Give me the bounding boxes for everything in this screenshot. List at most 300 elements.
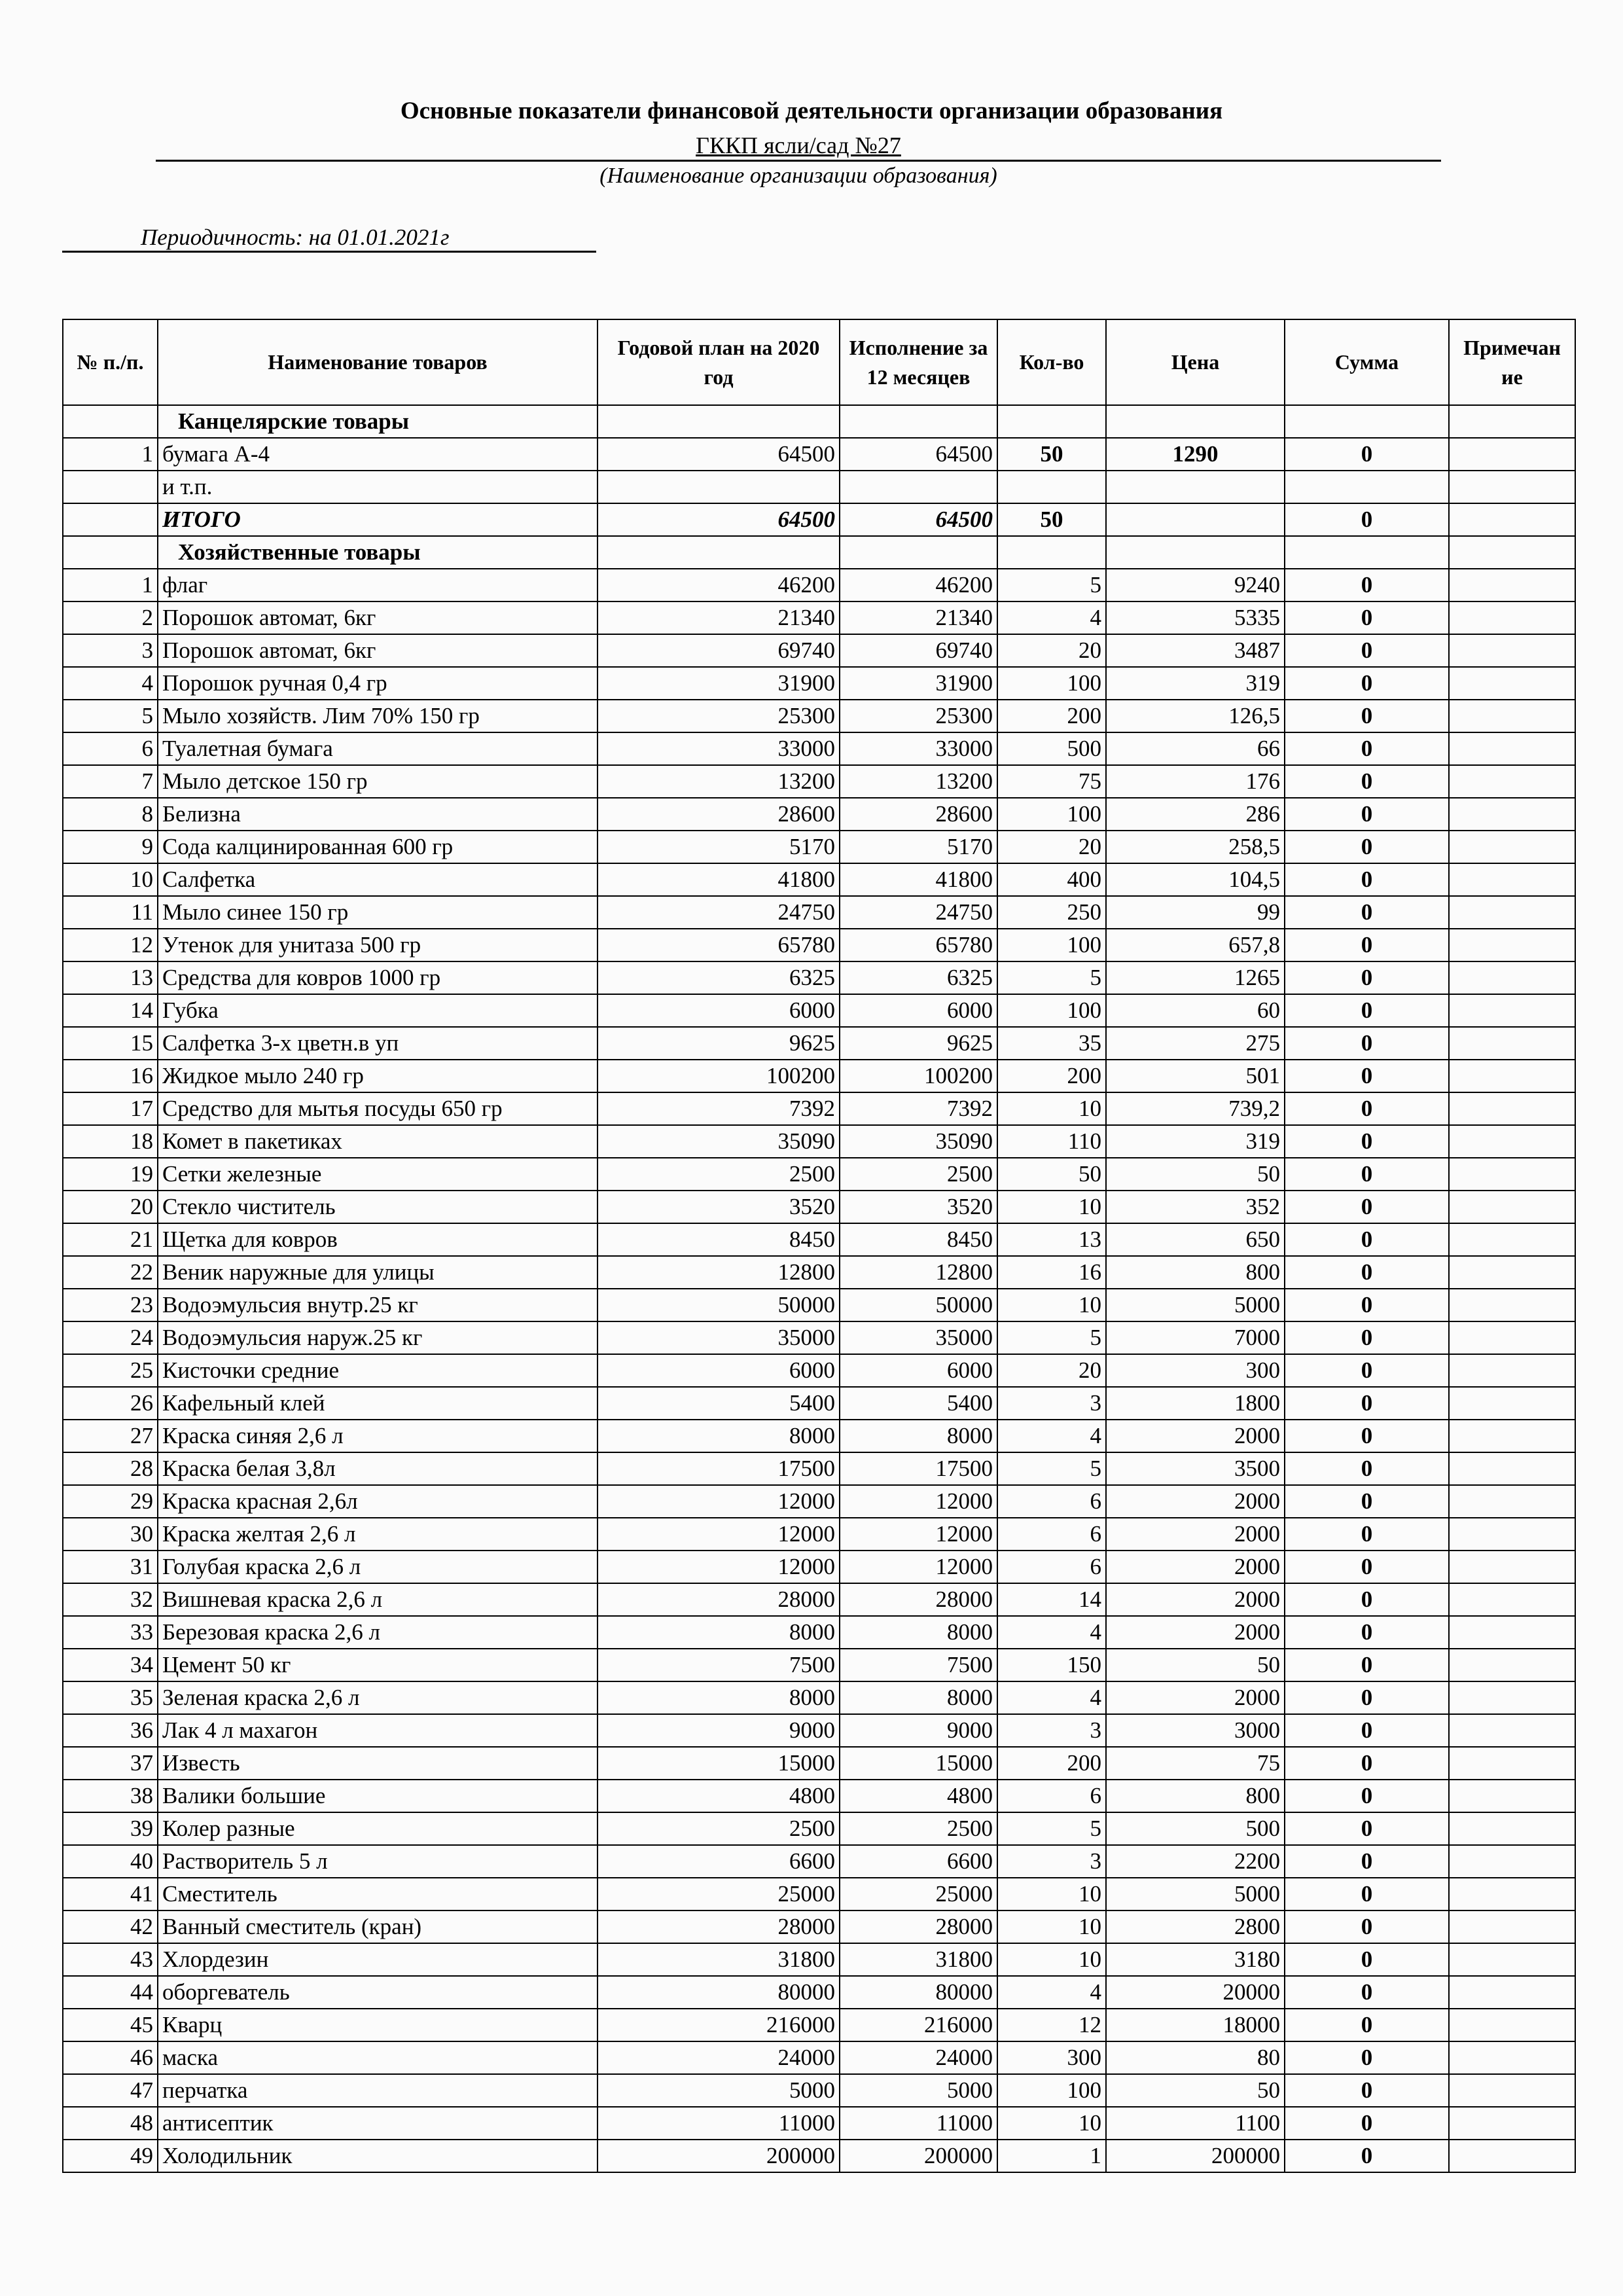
cell-note (1449, 1060, 1575, 1092)
cell-price: 20000 (1106, 1976, 1285, 2009)
cell-quantity: 10 (997, 2107, 1106, 2140)
cell-number: 10 (63, 863, 158, 896)
cell-price: 5335 (1106, 601, 1285, 634)
cell-name: Порошок ручная 0,4 гр (158, 667, 597, 700)
table-row (63, 700, 1575, 732)
cell-number: 29 (63, 1485, 158, 1518)
cell-quantity: 10 (997, 1910, 1106, 1943)
cell-sum: 0 (1285, 765, 1449, 798)
cell-number: 9 (63, 831, 158, 863)
cell-price: 2000 (1106, 1681, 1285, 1714)
cell-name: антисептик (158, 2107, 597, 2140)
cell-price: 50 (1106, 1649, 1285, 1681)
cell-note (1449, 1027, 1575, 1060)
cell-price: 2200 (1106, 1845, 1285, 1878)
cell-note (1449, 569, 1575, 601)
cell-name: Колер разные (158, 1812, 597, 1845)
table-row (63, 765, 1575, 798)
cell-name: Комет в пакетиках (158, 1125, 597, 1158)
cell-execution: 28000 (840, 1910, 997, 1943)
cell-plan: 13200 (597, 765, 840, 798)
cell-price: 739,2 (1106, 1092, 1285, 1125)
cell-note (1449, 1256, 1575, 1289)
cell-empty (597, 405, 840, 438)
cell-note (1449, 765, 1575, 798)
cell-sum: 0 (1285, 1387, 1449, 1420)
cell-sum: 0 (1285, 1780, 1449, 1812)
organization-name-text: ГККП ясли/сад №27 (696, 132, 901, 158)
table-row (63, 1321, 1575, 1354)
cell-plan: 12000 (597, 1518, 840, 1551)
cell-note (1449, 1812, 1575, 1845)
cell-plan: 2500 (597, 1158, 840, 1191)
cell-name: Березовая краска 2,6 л (158, 1616, 597, 1649)
cell-name: перчатка (158, 2074, 597, 2107)
cell-execution (840, 471, 997, 503)
cell-price: 1290 (1106, 438, 1285, 471)
cell-quantity: 200 (997, 1747, 1106, 1780)
cell-name: Салфетка (158, 863, 597, 896)
cell-number: 49 (63, 2140, 158, 2172)
table-row (63, 1485, 1575, 1518)
table-row (63, 1649, 1575, 1681)
cell-sum: 0 (1285, 1616, 1449, 1649)
cell-plan: 65780 (597, 929, 840, 961)
cell-quantity: 100 (997, 798, 1106, 831)
table-row (63, 1420, 1575, 1452)
periodicity: Периодичность: на 01.01.2021г (62, 223, 596, 253)
cell-quantity: 3 (997, 1845, 1106, 1878)
cell-execution: 6000 (840, 1354, 997, 1387)
table-row (63, 1747, 1575, 1780)
cell-name: Порошок автомат, 6кг (158, 634, 597, 667)
cell-price: 2000 (1106, 1583, 1285, 1616)
cell-name: Мыло детское 150 гр (158, 765, 597, 798)
cell-sum: 0 (1285, 732, 1449, 765)
cell-empty (840, 405, 997, 438)
cell-number: 23 (63, 1289, 158, 1321)
cell-plan: 28600 (597, 798, 840, 831)
cell-number: 27 (63, 1420, 158, 1452)
cell-sum: 0 (1285, 667, 1449, 700)
cell-note (1449, 1747, 1575, 1780)
col-header-name: Наименование товаров (158, 319, 597, 405)
cell-plan: 9625 (597, 1027, 840, 1060)
cell-quantity: 10 (997, 1191, 1106, 1223)
cell-sum: 0 (1285, 1354, 1449, 1387)
cell-name: Водоэмульсия наруж.25 кг (158, 1321, 597, 1354)
cell-plan: 8450 (597, 1223, 840, 1256)
cell-execution: 8000 (840, 1616, 997, 1649)
cell-quantity: 10 (997, 1289, 1106, 1321)
cell-plan: 25000 (597, 1878, 840, 1910)
cell-execution: 24000 (840, 2041, 997, 2074)
cell-quantity: 4 (997, 1681, 1106, 1714)
cell-execution: 28000 (840, 1583, 997, 1616)
cell-plan: 8000 (597, 1420, 840, 1452)
cell-number: 40 (63, 1845, 158, 1878)
cell-empty (997, 405, 1106, 438)
cell-note (1449, 1092, 1575, 1125)
table-row (63, 1943, 1575, 1976)
cell-name: Мыло хозяйств. Лим 70% 150 гр (158, 700, 597, 732)
cell-note (1449, 2041, 1575, 2074)
cell-execution: 8000 (840, 1681, 997, 1714)
cell-execution: 5170 (840, 831, 997, 863)
cell-name: Мыло синее 150 гр (158, 896, 597, 929)
cell-note (1449, 1583, 1575, 1616)
cell-number: 43 (63, 1943, 158, 1976)
cell-quantity: 300 (997, 2041, 1106, 2074)
cell-quantity: 5 (997, 961, 1106, 994)
cell-quantity: 50 (997, 438, 1106, 471)
table-body (63, 405, 1575, 2172)
cell-note (1449, 1452, 1575, 1485)
cell-note (1449, 1616, 1575, 1649)
cell-plan: 100200 (597, 1060, 840, 1092)
cell-execution: 7392 (840, 1092, 997, 1125)
cell-sum: 0 (1285, 2107, 1449, 2140)
cell-price: 501 (1106, 1060, 1285, 1092)
cell-name: Стекло чиститель (158, 1191, 597, 1223)
cell-price: 286 (1106, 798, 1285, 831)
table-row (63, 1125, 1575, 1158)
total-label: ИТОГО (158, 503, 597, 536)
cell-note (1449, 1420, 1575, 1452)
cell-name: Губка (158, 994, 597, 1027)
cell-note (1449, 896, 1575, 929)
cell-price (1106, 471, 1285, 503)
total-plan: 64500 (597, 503, 840, 536)
cell-number: 18 (63, 1125, 158, 1158)
cell-sum: 0 (1285, 1289, 1449, 1321)
cell-note (1449, 1518, 1575, 1551)
cell-number: 21 (63, 1223, 158, 1256)
cell-name: бумага А-4 (158, 438, 597, 471)
total-row (63, 503, 1575, 536)
table-row (63, 1910, 1575, 1943)
cell-price: 657,8 (1106, 929, 1285, 961)
cell-empty (1449, 405, 1575, 438)
table-row (63, 667, 1575, 700)
cell-sum: 0 (1285, 1158, 1449, 1191)
cell-sum: 0 (1285, 1878, 1449, 1910)
cell-quantity: 5 (997, 1452, 1106, 1485)
table-row (63, 1518, 1575, 1551)
cell-sum: 0 (1285, 2041, 1449, 2074)
cell-sum: 0 (1285, 798, 1449, 831)
total-quantity: 50 (997, 503, 1106, 536)
cell-price: 2000 (1106, 1485, 1285, 1518)
table-row (63, 1551, 1575, 1583)
cell-number: 47 (63, 2074, 158, 2107)
cell-sum (1285, 471, 1449, 503)
cell-sum: 0 (1285, 1485, 1449, 1518)
cell-execution: 100200 (840, 1060, 997, 1092)
table-row (63, 2140, 1575, 2172)
cell-quantity: 100 (997, 994, 1106, 1027)
table-row (63, 929, 1575, 961)
cell-sum: 0 (1285, 438, 1449, 471)
cell-plan: 24750 (597, 896, 840, 929)
col-header-execution: Исполнение за 12 месяцев (840, 319, 997, 405)
cell-execution: 9000 (840, 1714, 997, 1747)
cell-sum: 0 (1285, 601, 1449, 634)
cell-price: 2000 (1106, 1551, 1285, 1583)
cell-sum: 0 (1285, 2009, 1449, 2041)
cell-plan: 11000 (597, 2107, 840, 2140)
cell-execution: 13200 (840, 765, 997, 798)
cell-price: 800 (1106, 1780, 1285, 1812)
cell-note (1449, 1943, 1575, 1976)
cell-empty (1285, 536, 1449, 569)
cell-name: Сода калцинированная 600 гр (158, 831, 597, 863)
cell-empty (1449, 536, 1575, 569)
cell-quantity: 100 (997, 929, 1106, 961)
total-execution: 64500 (840, 503, 997, 536)
cell-empty (1106, 536, 1285, 569)
cell-price: 1265 (1106, 961, 1285, 994)
cell-quantity: 400 (997, 863, 1106, 896)
cell-execution: 12000 (840, 1485, 997, 1518)
cell-name: Веник наружные для улицы (158, 1256, 597, 1289)
cell-number: 7 (63, 765, 158, 798)
cell-note (1449, 1780, 1575, 1812)
cell-plan: 69740 (597, 634, 840, 667)
table-row (63, 438, 1575, 471)
table-row (63, 2074, 1575, 2107)
table-row (63, 1812, 1575, 1845)
cell-sum: 0 (1285, 1223, 1449, 1256)
cell-plan: 28000 (597, 1910, 840, 1943)
cell-plan: 5400 (597, 1387, 840, 1420)
goods-table (62, 319, 1576, 2173)
cell-plan (597, 471, 840, 503)
cell-sum: 0 (1285, 1321, 1449, 1354)
cell-sum: 0 (1285, 1681, 1449, 1714)
table-row (63, 863, 1575, 896)
table-row (63, 831, 1575, 863)
cell-plan: 35090 (597, 1125, 840, 1158)
cell-execution: 4800 (840, 1780, 997, 1812)
table-row (63, 1780, 1575, 1812)
cell-execution: 31800 (840, 1943, 997, 1976)
table-row (63, 471, 1575, 503)
col-header-note: Примечан ие (1449, 319, 1575, 405)
cell-execution: 25300 (840, 700, 997, 732)
col-header-quantity: Кол-во (997, 319, 1106, 405)
cell-quantity: 6 (997, 1551, 1106, 1583)
cell-execution: 69740 (840, 634, 997, 667)
cell-number: 14 (63, 994, 158, 1027)
cell-quantity: 50 (997, 1158, 1106, 1191)
cell-plan: 5170 (597, 831, 840, 863)
cell-plan: 80000 (597, 1976, 840, 2009)
cell-execution: 65780 (840, 929, 997, 961)
table-row (63, 1060, 1575, 1092)
cell-execution: 6325 (840, 961, 997, 994)
cell-note (1449, 2074, 1575, 2107)
cell-note (1449, 929, 1575, 961)
cell-price: 2000 (1106, 1616, 1285, 1649)
section-title: Хозяйственные товары (158, 536, 597, 569)
cell-name: Туалетная бумага (158, 732, 597, 765)
cell-note (1449, 1714, 1575, 1747)
cell-number: 36 (63, 1714, 158, 1747)
cell-price: 5000 (1106, 1878, 1285, 1910)
cell-number: 33 (63, 1616, 158, 1649)
cell-quantity: 500 (997, 732, 1106, 765)
cell-execution: 46200 (840, 569, 997, 601)
cell-name: Жидкое мыло 240 гр (158, 1060, 597, 1092)
cell-number: 34 (63, 1649, 158, 1681)
cell-number: 4 (63, 667, 158, 700)
cell-name: Цемент 50 кг (158, 1649, 597, 1681)
cell-execution: 2500 (840, 1158, 997, 1191)
cell-plan: 46200 (597, 569, 840, 601)
table-row (63, 2009, 1575, 2041)
cell-plan: 25300 (597, 700, 840, 732)
cell-name: Салфетка 3-х цветн.в уп (158, 1027, 597, 1060)
cell-note (1449, 1910, 1575, 1943)
cell-plan: 31900 (597, 667, 840, 700)
cell-name: Щетка для ковров (158, 1223, 597, 1256)
cell-execution: 41800 (840, 863, 997, 896)
cell-quantity: 6 (997, 1780, 1106, 1812)
table-row (63, 994, 1575, 1027)
cell-note (1449, 961, 1575, 994)
cell-plan: 6325 (597, 961, 840, 994)
cell-plan: 24000 (597, 2041, 840, 2074)
cell-execution: 80000 (840, 1976, 997, 2009)
cell-plan: 2500 (597, 1812, 840, 1845)
col-header-sum: Сумма (1285, 319, 1449, 405)
cell-execution: 5000 (840, 2074, 997, 2107)
cell-sum: 0 (1285, 1714, 1449, 1747)
cell-note (1449, 863, 1575, 896)
cell-sum: 0 (1285, 929, 1449, 961)
cell-execution: 28600 (840, 798, 997, 831)
table-row (63, 2107, 1575, 2140)
cell-note (1449, 503, 1575, 536)
cell-note (1449, 438, 1575, 471)
cell-number: 30 (63, 1518, 158, 1551)
cell-name: Кисточки средние (158, 1354, 597, 1387)
cell-name: Краска желтая 2,6 л (158, 1518, 597, 1551)
cell-name: Сместитель (158, 1878, 597, 1910)
cell-quantity: 250 (997, 896, 1106, 929)
cell-sum: 0 (1285, 1943, 1449, 1976)
cell-quantity (997, 471, 1106, 503)
cell-note (1449, 2140, 1575, 2172)
cell-number: 2 (63, 601, 158, 634)
cell-quantity: 110 (997, 1125, 1106, 1158)
cell-number (63, 503, 158, 536)
cell-name: маска (158, 2041, 597, 2074)
cell-quantity: 5 (997, 1812, 1106, 1845)
cell-execution: 25000 (840, 1878, 997, 1910)
cell-number: 20 (63, 1191, 158, 1223)
cell-plan: 200000 (597, 2140, 840, 2172)
cell-sum: 0 (1285, 831, 1449, 863)
table-row (63, 1681, 1575, 1714)
cell-note (1449, 831, 1575, 863)
cell-note (1449, 1289, 1575, 1321)
cell-number: 41 (63, 1878, 158, 1910)
cell-quantity: 20 (997, 634, 1106, 667)
cell-price: 1100 (1106, 2107, 1285, 2140)
cell-note (1449, 732, 1575, 765)
cell-quantity: 4 (997, 1976, 1106, 2009)
cell-price: 80 (1106, 2041, 1285, 2074)
cell-note (1449, 798, 1575, 831)
table-row (63, 1878, 1575, 1910)
cell-sum: 0 (1285, 1191, 1449, 1223)
cell-execution: 3520 (840, 1191, 997, 1223)
cell-quantity: 6 (997, 1518, 1106, 1551)
cell-plan: 12800 (597, 1256, 840, 1289)
cell-execution: 8000 (840, 1420, 997, 1452)
col-header-price: Цена (1106, 319, 1285, 405)
cell-name: Холодильник (158, 2140, 597, 2172)
cell-plan: 15000 (597, 1747, 840, 1780)
cell-number: 1 (63, 569, 158, 601)
cell-sum: 0 (1285, 961, 1449, 994)
cell-quantity: 1 (997, 2140, 1106, 2172)
table-row (63, 1354, 1575, 1387)
cell-name: Валики большие (158, 1780, 597, 1812)
cell-name: Растворитель 5 л (158, 1845, 597, 1878)
cell-number: 26 (63, 1387, 158, 1420)
cell-note (1449, 471, 1575, 503)
cell-note (1449, 1158, 1575, 1191)
cell-execution: 6600 (840, 1845, 997, 1878)
cell-execution: 216000 (840, 2009, 997, 2041)
cell-note (1449, 994, 1575, 1027)
cell-note (1449, 1321, 1575, 1354)
cell-sum: 0 (1285, 1518, 1449, 1551)
cell-quantity: 5 (997, 569, 1106, 601)
cell-plan: 64500 (597, 438, 840, 471)
cell-price: 2800 (1106, 1910, 1285, 1943)
cell-execution: 8450 (840, 1223, 997, 1256)
cell-name: Зеленая краска 2,6 л (158, 1681, 597, 1714)
cell-name: Вишневая краска 2,6 л (158, 1583, 597, 1616)
cell-execution: 12800 (840, 1256, 997, 1289)
cell-price: 3500 (1106, 1452, 1285, 1485)
cell-sum: 0 (1285, 1649, 1449, 1681)
table-row (63, 1976, 1575, 2009)
table-row (63, 798, 1575, 831)
cell-name: Водоэмульсия внутр.25 кг (158, 1289, 597, 1321)
cell-price: 126,5 (1106, 700, 1285, 732)
cell-quantity: 16 (997, 1256, 1106, 1289)
cell-number: 6 (63, 732, 158, 765)
cell-price: 2000 (1106, 1420, 1285, 1452)
cell-price: 99 (1106, 896, 1285, 929)
cell-sum: 0 (1285, 2074, 1449, 2107)
organization-name (156, 131, 1441, 162)
table-row (63, 1027, 1575, 1060)
cell-empty (840, 536, 997, 569)
cell-plan: 5000 (597, 2074, 840, 2107)
cell-note (1449, 1878, 1575, 1910)
cell-note (1449, 1681, 1575, 1714)
cell-execution: 35090 (840, 1125, 997, 1158)
cell-sum: 0 (1285, 1747, 1449, 1780)
cell-number: 32 (63, 1583, 158, 1616)
cell-name: Кафельный клей (158, 1387, 597, 1420)
